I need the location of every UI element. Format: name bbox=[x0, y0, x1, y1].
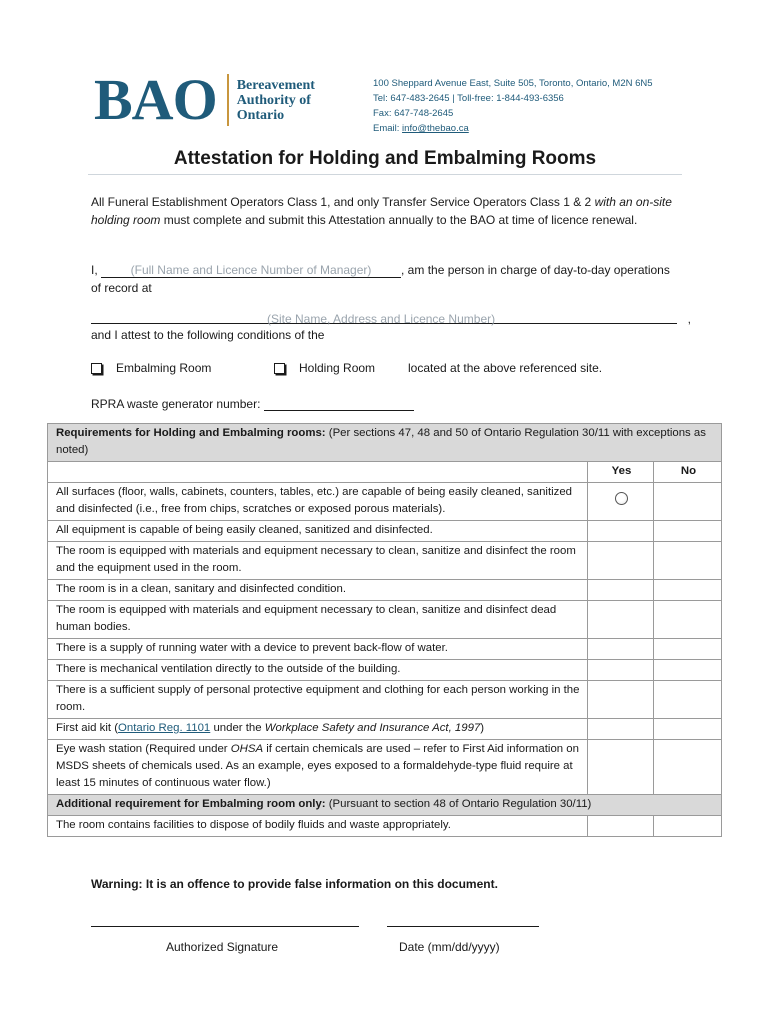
intro-part-1: All Funeral Establishment Operators Class 1, and only Transfer Service Operators Class 1 & 2 bbox=[91, 195, 595, 209]
table-row bbox=[48, 580, 722, 601]
first-aid-part-2: under the bbox=[210, 722, 265, 734]
embalming-header-row bbox=[48, 795, 722, 816]
table-row bbox=[48, 660, 722, 681]
table-header-row bbox=[48, 424, 722, 462]
page-title: Attestation for Holding and Embalming Rooms bbox=[173, 148, 597, 169]
yes-cell[interactable] bbox=[588, 719, 654, 740]
requirement-text: There is a sufficient supply of personal protective equipment and clothing for each person working in the room. bbox=[48, 681, 588, 719]
contact-block bbox=[373, 76, 653, 136]
blank-header-cell bbox=[48, 462, 588, 483]
yes-cell[interactable] bbox=[588, 816, 654, 837]
table-row bbox=[48, 542, 722, 580]
no-cell[interactable] bbox=[654, 639, 722, 660]
first-aid-part-1: First aid kit ( bbox=[56, 722, 119, 734]
site-field[interactable] bbox=[91, 310, 691, 326]
yes-cell[interactable] bbox=[588, 580, 654, 601]
embalming-room-label: Embalming Room bbox=[116, 361, 212, 375]
holding-room-label: Holding Room bbox=[299, 361, 376, 375]
intro-part-2: must complete and submit this Attestation annually to the BAO at time of licence renewal. bbox=[160, 213, 638, 227]
yes-cell[interactable] bbox=[588, 601, 654, 639]
manager-name-field[interactable]: (Full Name and Licence Number of Manager) bbox=[101, 263, 401, 278]
site-end-comma: , bbox=[687, 312, 691, 326]
embalming-header-rest: (Pursuant to section 48 of Ontario Regulation 30/11) bbox=[325, 798, 592, 810]
first-aid-requirement bbox=[48, 719, 588, 740]
requirement-text: The room is equipped with materials and equipment necessary to clean, sanitize and disinfect dead human bodies. bbox=[48, 601, 588, 639]
intro-paragraph bbox=[91, 193, 681, 229]
first-aid-part-3: ) bbox=[480, 722, 485, 734]
logo-divider bbox=[227, 74, 229, 126]
eyewash-part-1: Eye wash station (Required under bbox=[56, 743, 231, 755]
logo-org-line-2: Authority of bbox=[236, 92, 311, 108]
requirement-text: There is mechanical ventilation directly to the outside of the building. bbox=[48, 660, 588, 681]
date-field[interactable] bbox=[387, 925, 539, 927]
yes-column-label: Yes bbox=[588, 462, 654, 483]
yes-radio[interactable] bbox=[615, 492, 628, 505]
embalming-room-checkbox[interactable] bbox=[91, 363, 102, 374]
requirement-text: All surfaces (floor, walls, cabinets, counters, tables, etc.) are capable of being easily cleaned, sanitized and disinfected (i.e., free from chips, scratches or exposed porous materials). bbox=[48, 483, 588, 521]
holding-room-checkbox[interactable] bbox=[274, 363, 285, 374]
title-block bbox=[88, 148, 682, 175]
manager-line bbox=[91, 261, 691, 297]
attest-line: and I attest to the following conditions of the bbox=[91, 328, 325, 342]
fax-line: Fax: 647-748-2645 bbox=[373, 108, 454, 119]
embalming-header-cell bbox=[48, 795, 722, 816]
logo-org-name bbox=[237, 78, 315, 123]
table-header-rest: (Per sections 47, 48 and 50 of Ontario Regulation 30/11 with exceptions as noted) bbox=[56, 427, 706, 456]
requirement-text: There is a supply of running water with a device to prevent back-flow of water. bbox=[48, 639, 588, 660]
yes-cell[interactable] bbox=[588, 660, 654, 681]
logo-wordmark: BAO bbox=[94, 67, 217, 132]
table-header-bold: Requirements for Holding and Embalming rooms: bbox=[56, 427, 326, 439]
site-placeholder: (Site Name, Address and Licence Number) bbox=[267, 312, 496, 326]
yes-cell[interactable] bbox=[588, 639, 654, 660]
rpra-number-field[interactable] bbox=[264, 398, 414, 411]
email-label: Email: bbox=[373, 123, 403, 134]
manager-prefix: I, bbox=[91, 263, 102, 277]
address: 100 Sheppard Avenue East, Suite 505, Toronto, Ontario, M2N 6N5 bbox=[373, 78, 653, 89]
ontario-reg-link[interactable]: Ontario Reg. 1101 bbox=[118, 722, 211, 734]
bao-logo bbox=[94, 67, 315, 132]
table-row bbox=[48, 740, 722, 795]
manager-suffix: , am the person in charge of day-to-day operations bbox=[401, 263, 670, 277]
yes-no-header-row bbox=[48, 462, 722, 483]
location-text: located at the above referenced site. bbox=[408, 361, 603, 375]
yes-cell[interactable] bbox=[588, 740, 654, 795]
room-type-row bbox=[91, 361, 691, 379]
email-line bbox=[373, 121, 653, 136]
no-cell[interactable] bbox=[654, 542, 722, 580]
no-cell[interactable] bbox=[654, 580, 722, 601]
embalming-header-bold: Additional requirement for Embalming room only: bbox=[56, 798, 326, 810]
logo-org-line-1: Bereavement bbox=[236, 77, 315, 93]
yes-cell[interactable] bbox=[588, 483, 654, 521]
requirement-text: The room is equipped with materials and equipment necessary to clean, sanitize and disinfect the room and the equipment used in the room. bbox=[48, 542, 588, 580]
eyewash-requirement bbox=[48, 740, 588, 795]
warning-text: Warning: It is an offence to provide false information on this document. bbox=[91, 877, 498, 891]
no-cell[interactable] bbox=[654, 719, 722, 740]
embalming-room-option[interactable] bbox=[91, 361, 211, 375]
table-row bbox=[48, 681, 722, 719]
rpra-line bbox=[91, 397, 414, 411]
no-cell[interactable] bbox=[654, 681, 722, 719]
phone-line: Tel: 647-483-2645 | Toll-free: 1-844-493-6356 bbox=[373, 93, 564, 104]
first-aid-italic: Workplace Safety and Insurance Act, 1997 bbox=[264, 722, 481, 734]
no-cell[interactable] bbox=[654, 660, 722, 681]
no-cell[interactable] bbox=[654, 816, 722, 837]
email-link[interactable]: info@thebao.ca bbox=[402, 123, 469, 134]
table-header-cell bbox=[48, 424, 722, 462]
rpra-label: RPRA waste generator number: bbox=[91, 397, 264, 411]
no-cell[interactable] bbox=[654, 483, 722, 521]
no-cell[interactable] bbox=[654, 601, 722, 639]
table-row bbox=[48, 719, 722, 740]
signature-field[interactable] bbox=[91, 925, 359, 927]
yes-cell[interactable] bbox=[588, 681, 654, 719]
signature-label: Authorized Signature bbox=[166, 940, 279, 954]
table-row bbox=[48, 639, 722, 660]
yes-cell[interactable] bbox=[588, 521, 654, 542]
date-label: Date (mm/dd/yyyy) bbox=[399, 940, 500, 954]
eyewash-italic: OHSA bbox=[230, 743, 264, 755]
no-cell[interactable] bbox=[654, 521, 722, 542]
record-at-label: of record at bbox=[91, 281, 152, 295]
requirements-table bbox=[47, 423, 722, 837]
yes-cell[interactable] bbox=[588, 542, 654, 580]
requirement-text: The room is in a clean, sanitary and disinfected condition. bbox=[48, 580, 588, 601]
no-cell[interactable] bbox=[654, 740, 722, 795]
eyewash-part-2: if certain chemicals are used – refer to First Aid information on MSDS sheets of chemicals used. As an example, eyes exposed to a formaldehyde-type fluid require at least 15 minutes of continuous water flow.) bbox=[56, 743, 579, 789]
table-row bbox=[48, 816, 722, 837]
site-line bbox=[91, 310, 691, 344]
requirement-text: The room contains facilities to dispose of bodily fluids and waste appropriately. bbox=[48, 816, 588, 837]
no-column-label: No bbox=[654, 462, 722, 483]
table-row bbox=[48, 521, 722, 542]
table-row bbox=[48, 601, 722, 639]
logo-org-line-3: Ontario bbox=[236, 107, 285, 123]
requirement-text: All equipment is capable of being easily cleaned, sanitized and disinfected. bbox=[48, 521, 588, 542]
table-row bbox=[48, 483, 722, 521]
intro-italic: with an on-site holding room bbox=[91, 195, 672, 227]
holding-room-option[interactable] bbox=[274, 361, 375, 375]
